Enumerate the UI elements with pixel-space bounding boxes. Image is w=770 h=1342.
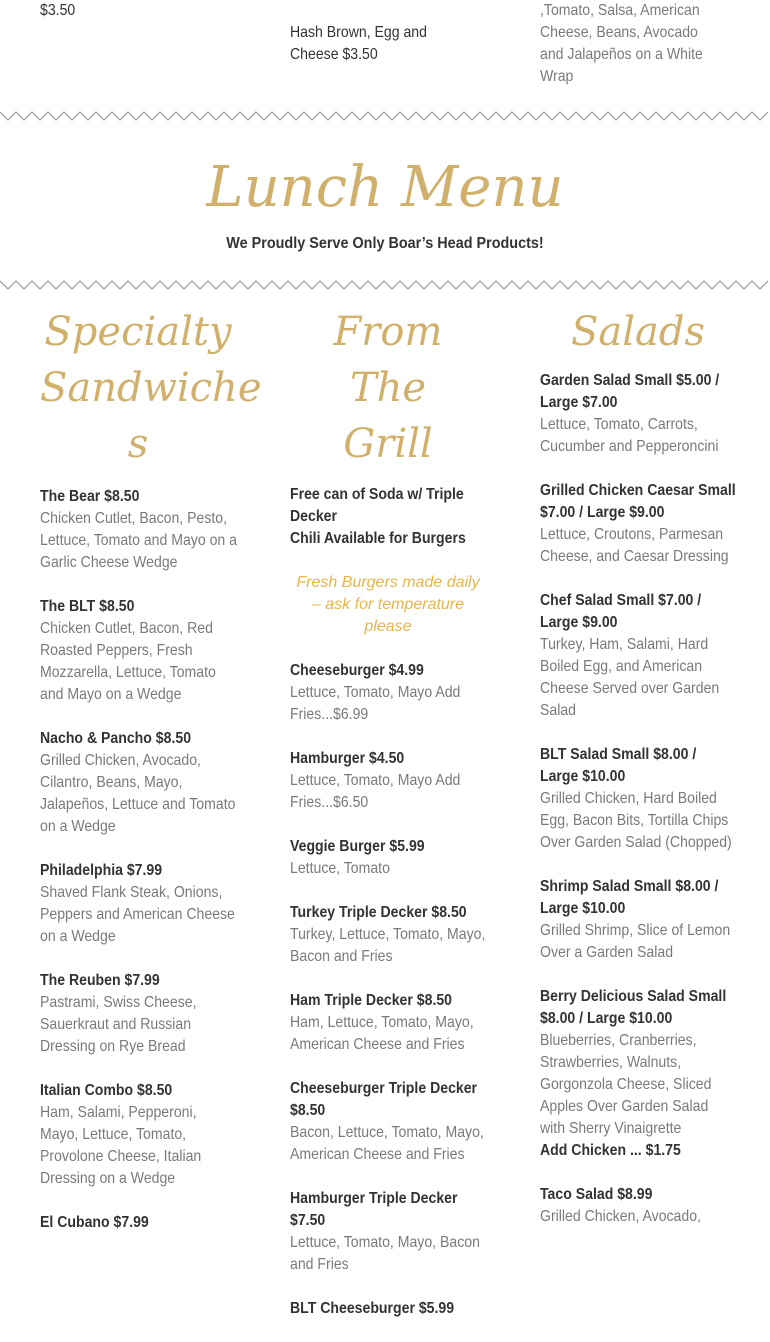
top-c3-line: Cheese, Beans, Avocado <box>540 24 698 41</box>
item-name: Italian Combo $8.50 <box>40 1082 173 1099</box>
item-desc: Lettuce, Tomato, Carrots, Cucumber and Pepperoncini <box>540 416 719 455</box>
item-desc: Lettuce, Croutons, Parmesan Cheese, and Caesar Dressing <box>540 526 729 565</box>
specialty-header <box>40 304 262 472</box>
specialty-header-line: Specialty <box>44 309 232 355</box>
item-desc: Turkey, Lettuce, Tomato, Mayo, Bacon and Fries <box>290 926 486 965</box>
item-name: The BLT $8.50 <box>40 598 135 615</box>
item-desc: Lettuce, Tomato, Mayo Add Fries...$6.99 <box>290 684 461 723</box>
top-col-2 <box>290 22 486 66</box>
specialty-header-line: Sandwiche <box>40 365 262 411</box>
menu-item <box>290 1078 486 1166</box>
top-c1-line: $3.50 <box>40 2 76 19</box>
item-desc: Grilled Chicken, Avocado, <box>540 1208 701 1225</box>
zigzag-divider-bottom <box>0 279 770 291</box>
grill-header <box>290 304 486 472</box>
zigzag-divider-top <box>0 110 770 122</box>
top-col-3 <box>540 0 736 88</box>
item-desc: Ham, Salami, Pepperoni, Mayo, Lettuce, Tomato, Provolone Cheese, Italian Dressing on a Wedge <box>40 1104 202 1187</box>
menu-item <box>290 1298 486 1320</box>
menu-item <box>290 660 486 726</box>
lunch-title: Lunch Menu <box>206 155 564 220</box>
item-name: Shrimp Salad Small $8.00 / Large $10.00 <box>540 878 719 917</box>
salads-header <box>540 304 736 360</box>
menu-item <box>290 836 486 880</box>
menu-item <box>40 1212 236 1234</box>
menu-item <box>290 748 486 814</box>
item-name: The Bear $8.50 <box>40 488 140 505</box>
top-c3-line: and Jalapeños on a White <box>540 46 703 63</box>
item-desc: Blueberries, Cranberries, Strawberries, Walnuts, Gorgonzola Cheese, Sliced Apples Over Garden Salad with Sherry Vinaigrette <box>540 1032 712 1137</box>
menu-item <box>540 480 736 568</box>
menu-item <box>40 1080 236 1190</box>
top-c2-line: Cheese $3.50 <box>290 46 378 63</box>
menu-item <box>40 970 236 1058</box>
item-name: Berry Delicious Salad Small $8.00 / Large $10.00 <box>540 988 727 1027</box>
item-desc: Chicken Cutlet, Bacon, Red Roasted Peppers, Fresh Mozzarella, Lettuce, Tomato and Mayo on a Wedge <box>40 620 216 703</box>
item-name: BLT Salad Small $8.00 / Large $10.00 <box>540 746 697 785</box>
item-name: El Cubano $7.99 <box>40 1214 149 1231</box>
item-desc: Shaved Flank Steak, Onions, Peppers and American Cheese on a Wedge <box>40 884 235 945</box>
item-name: Hamburger $4.50 <box>290 750 405 767</box>
item-desc: Ham, Lettuce, Tomato, Mayo, American Cheese and Fries <box>290 1014 474 1053</box>
top-c2-line: Hash Brown, Egg and <box>290 24 427 41</box>
item-desc: Turkey, Ham, Salami, Hard Boiled Egg, and American Cheese Served over Garden Salad <box>540 636 720 719</box>
item-name: Veggie Burger $5.99 <box>290 838 425 855</box>
specialty-header-line: s <box>127 421 149 467</box>
item-name: Philadelphia $7.99 <box>40 862 163 879</box>
add-chicken-option: Add Chicken ... $1.75 <box>540 1142 681 1159</box>
menu-item <box>290 1188 486 1276</box>
menu-item <box>40 728 236 838</box>
menu-item <box>540 590 736 722</box>
item-name: Ham Triple Decker $8.50 <box>290 992 453 1009</box>
item-name: The Reuben $7.99 <box>40 972 160 989</box>
item-name: Turkey Triple Decker $8.50 <box>290 904 467 921</box>
item-desc: Grilled Shrimp, Slice of Lemon Over a Garden Salad <box>540 922 731 961</box>
item-desc: Pastrami, Swiss Cheese, Sauerkraut and Russian Dressing on Rye Bread <box>40 994 197 1055</box>
menu-item <box>40 596 236 706</box>
item-name: Cheeseburger Triple Decker $8.50 <box>290 1080 478 1119</box>
menu-item <box>540 986 736 1162</box>
top-c3-line: Wrap <box>540 68 574 85</box>
menu-item <box>540 370 736 458</box>
grill-section <box>290 304 486 1342</box>
salads-header-line: Salads <box>570 309 706 355</box>
menu-item <box>290 902 486 968</box>
top-col-1 <box>40 0 236 22</box>
grill-header-line: Grill <box>343 421 433 467</box>
lunch-tagline: We Proudly Serve Only Boar’s Head Products! <box>226 235 544 252</box>
grill-intro-soda: Free can of Soda w/ Triple Decker <box>290 486 464 525</box>
salads-section <box>540 304 736 1250</box>
item-name: Garden Salad Small $5.00 / Large $7.00 <box>540 372 720 411</box>
menu-item <box>540 1184 736 1228</box>
item-name: Nacho & Pancho $8.50 <box>40 730 192 747</box>
grill-intro-chili: Chili Available for Burgers <box>290 530 466 547</box>
menu-item <box>290 990 486 1056</box>
item-name: BLT Cheeseburger $5.99 <box>290 1300 455 1317</box>
item-desc: Grilled Chicken, Hard Boiled Egg, Bacon Bits, Tortilla Chips Over Garden Salad (Chopped) <box>540 790 732 851</box>
top-c3-line: ,Tomato, Salsa, American <box>540 2 700 19</box>
menu-item <box>40 486 236 574</box>
item-desc: Lettuce, Tomato, Mayo Add Fries...$6.50 <box>290 772 461 811</box>
menu-item <box>40 860 236 948</box>
item-desc: Grilled Chicken, Avocado, Cilantro, Beans, Mayo, Jalapeños, Lettuce and Tomato on a Wedge <box>40 752 236 835</box>
item-name: Taco Salad $8.99 <box>540 1186 653 1203</box>
grill-header-line: From The <box>333 309 443 411</box>
item-desc: Chicken Cutlet, Bacon, Pesto, Lettuce, Tomato and Mayo on a Garlic Cheese Wedge <box>40 510 237 571</box>
fresh-burgers-note: Fresh Burgers made daily – ask for temperature please <box>296 574 480 635</box>
specialty-section <box>40 304 262 1256</box>
item-desc: Lettuce, Tomato <box>290 860 390 877</box>
menu-item <box>540 876 736 964</box>
menu-item <box>540 744 736 854</box>
item-name: Cheeseburger $4.99 <box>290 662 424 679</box>
item-name: Chef Salad Small $7.00 / Large $9.00 <box>540 592 702 631</box>
item-desc: Bacon, Lettuce, Tomato, Mayo, American Cheese and Fries <box>290 1124 484 1163</box>
item-name: Grilled Chicken Caesar Small $7.00 / Large $9.00 <box>540 482 736 521</box>
item-desc: Lettuce, Tomato, Mayo, Bacon and Fries <box>290 1234 480 1273</box>
item-name: Hamburger Triple Decker $7.50 <box>290 1190 458 1229</box>
